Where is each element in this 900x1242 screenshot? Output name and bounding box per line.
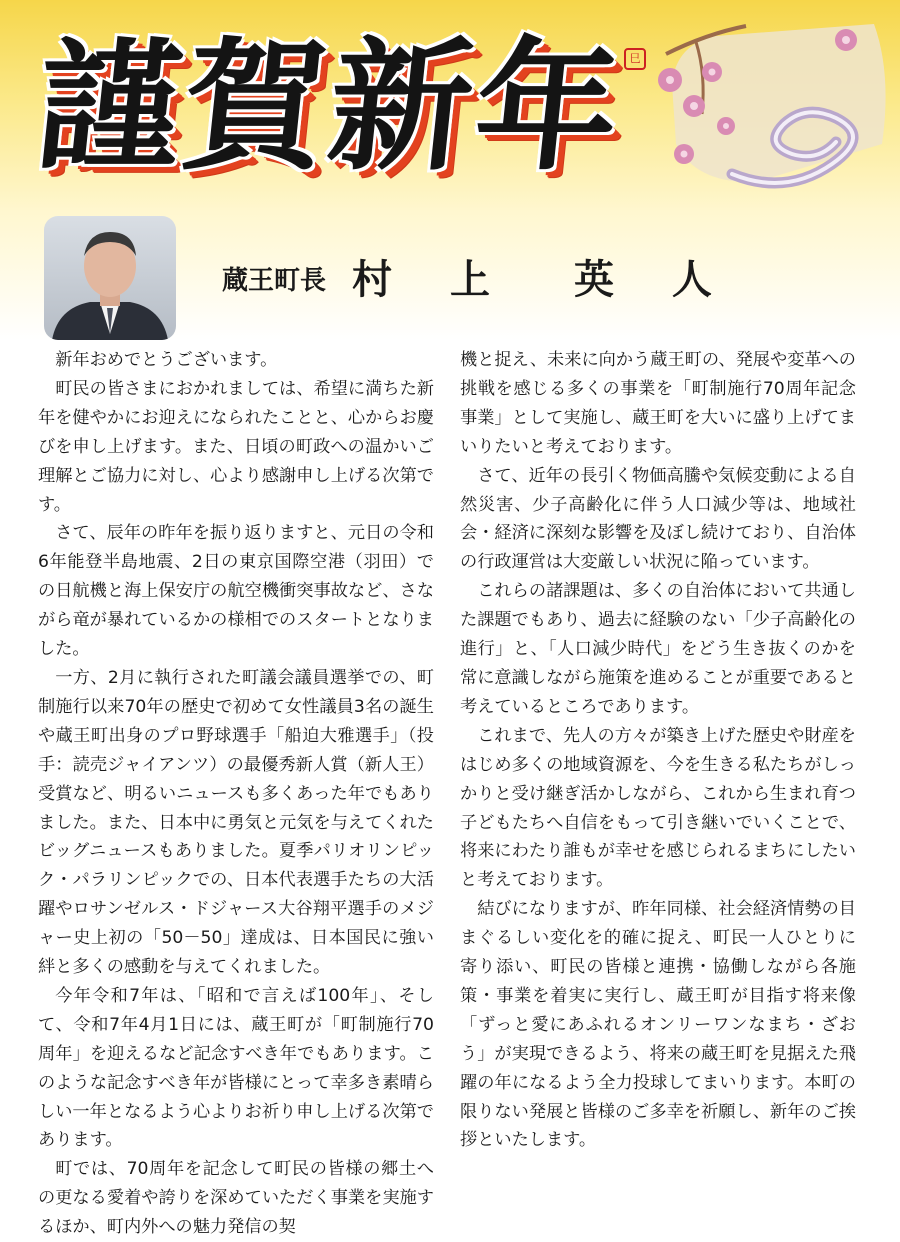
paragraph: 今年令和7年は、「昭和で言えば100年」、そして、令和7年4月1日には、蔵王町が「町制施行70周年」を迎えるなど記念すべき年でもあります。このような記念すべき年が皆様にとって幸多き素晴らしい一年となるよう心よりお祈り申し上げる次第であります。 <box>38 985 434 1151</box>
paragraph: さて、辰年の昨年を振り返りますと、元日の令和6年能登半島地震、2日の東京国際空港（羽田）での日航機と海上保安庁の航空機衝突事故など、さながら竜が暴れているかの様相でのスタートとなりました。 <box>38 523 434 660</box>
body-column-left <box>38 346 434 1242</box>
paragraph: さて、近年の長引く物価高騰や気候変動による自然災害、少子高齢化に伴う人口減少等は、地域社会・経済に深刻な影響を及ぼし続けており、自治体の行政運営は大変厳しい状況に陥っています。 <box>460 465 856 573</box>
zodiac-mark: 巳 <box>624 48 646 70</box>
paragraph: 一方、2月に執行された町議会議員選挙での、町制施行以来70年の歴史で初めて女性議員3名の誕生や蔵王町出身のプロ野球選手「船迫大雅選手」（投手：読売ジャイアンツ）の最優秀新人賞（新人王）受賞など、明るいニュースも多くあった年でもありました。また、日本中に勇気と元気を与えてくれたビッグニュースもありました。夏季パリオリンピック・パラリンピックでの、日本代表選手たちの大活躍やロサンゼルス・ドジャース大谷翔平選手のメジャー史上初の「50－50」達成は、日本国民に強い絆と多くの感動を与えてくれました。 <box>38 667 434 978</box>
paragraph: これらの諸課題は、多くの自治体において共通した課題でもあり、過去に経験のない「少子高齢化の進行」と、「人口減少時代」をどう生き抜くのかを常に意識しながら施策を進めることが重要であると考えているところであります。 <box>460 581 856 717</box>
author-line <box>222 248 734 305</box>
paragraph: 町民の皆さまにおかれましては、希望に満ちた新年を健やかにお迎えになられたことと、心からお慶びを申し上げます。また、日頃の町政への温かいご理解とご協力に対し、心より感謝申し上げる次第です。 <box>38 378 434 515</box>
body-column-right <box>460 346 856 1155</box>
paragraph: 結びになりますが、昨年同様、社会経済情勢の目まぐるしい変化を的確に捉え、町民一人ひとりに寄り添い、町民の皆様と連携・協働しながら各施策・事業を着実に実行し、蔵王町が目指す将来像「ずっと愛にあふれるオンリーワンなまち・ざおう」が実現できるよう、将来の蔵王町を見据えた飛躍の年になるよう全力投球してまいります。本町の限りない発展と皆様のご多幸を祈願し、新年のご挨拶といたします。 <box>460 899 856 1151</box>
paragraph: 機と捉え、未来に向かう蔵王町の、発展や変革への挑戦を感じる多くの事業を「町制施行70周年記念事業」として実施し、蔵王町を大いに盛り上げてまいりたいと考えております。 <box>460 350 856 457</box>
paragraph: これまで、先人の方々が築き上げた歴史や財産をはじめ多くの地域資源を、今を生きる私たちがしっかりと受け継ぎ活かしながら、これから生まれ育つ子どもたちへ自信をもって引き継いでいくことで、将来にわたり誰もが幸せを感じられるまちにしたいと考えております。 <box>460 725 856 891</box>
paragraph: 町では、70周年を記念して町民の皆様の郷土への更なる愛着や誇りを深めていただく事業を実施するほか、町内外への魅力発信の契 <box>38 1159 434 1238</box>
plum-blossom-snake-illustration <box>636 14 900 204</box>
page-title: 謹賀新年 <box>29 24 631 190</box>
mayor-portrait <box>44 216 176 340</box>
author-name: 村 上 英 人 <box>352 256 734 303</box>
paragraph: 新年おめでとうございます。 <box>55 350 278 370</box>
author-role: 蔵王町長 <box>222 266 327 296</box>
